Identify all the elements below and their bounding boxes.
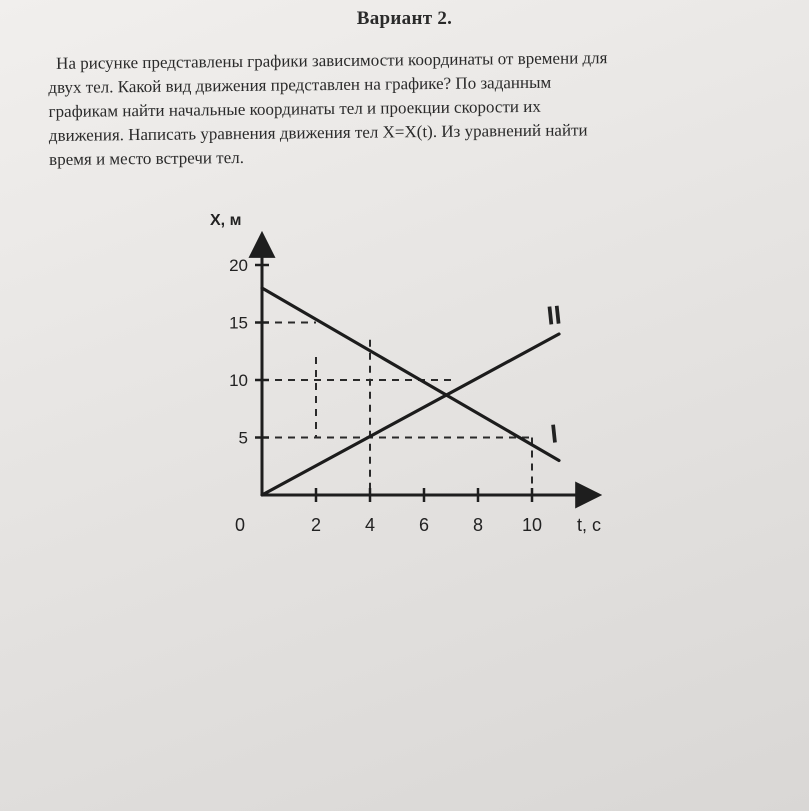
coordinate-time-graph (190, 205, 610, 555)
x-axis-label: t, с (577, 515, 602, 535)
y-tick-label: 10 (229, 371, 248, 390)
x-tick-label: 6 (418, 515, 430, 535)
x-tick-label: 10 (521, 515, 543, 535)
page-title: Вариант 2. (356, 8, 453, 29)
y-tick-label: 5 (238, 428, 248, 448)
series-lines (262, 288, 563, 495)
series-line-II (262, 334, 559, 495)
y-tick-label: 15 (229, 313, 248, 333)
task-line: время и место встречи тел. (49, 147, 245, 169)
x-tick-label: 2 (310, 515, 322, 535)
task-line: На рисунке представлены графики зависимости координаты от времени для (56, 48, 608, 73)
task-line: графикам найти начальные координаты тел и проекции скорости их (48, 96, 541, 121)
x-tick-label: 4 (364, 515, 376, 535)
series-label-I: I (548, 418, 560, 449)
task-paragraph (48, 45, 759, 172)
y-axis-label: X, м (210, 211, 242, 229)
guide-lines (262, 323, 532, 496)
origin-label: 0 (234, 515, 246, 535)
task-line: движения. Написать уравнения движения тел X=X(t). Из уравнений найти (48, 120, 588, 145)
series-line-I (262, 288, 559, 461)
y-tick-label: 20 (229, 256, 248, 275)
series-label-II: II (545, 299, 563, 331)
task-line: двух тел. Какой вид движения представлен на графике? По заданным (48, 72, 552, 97)
x-tick-label: 8 (472, 515, 484, 535)
